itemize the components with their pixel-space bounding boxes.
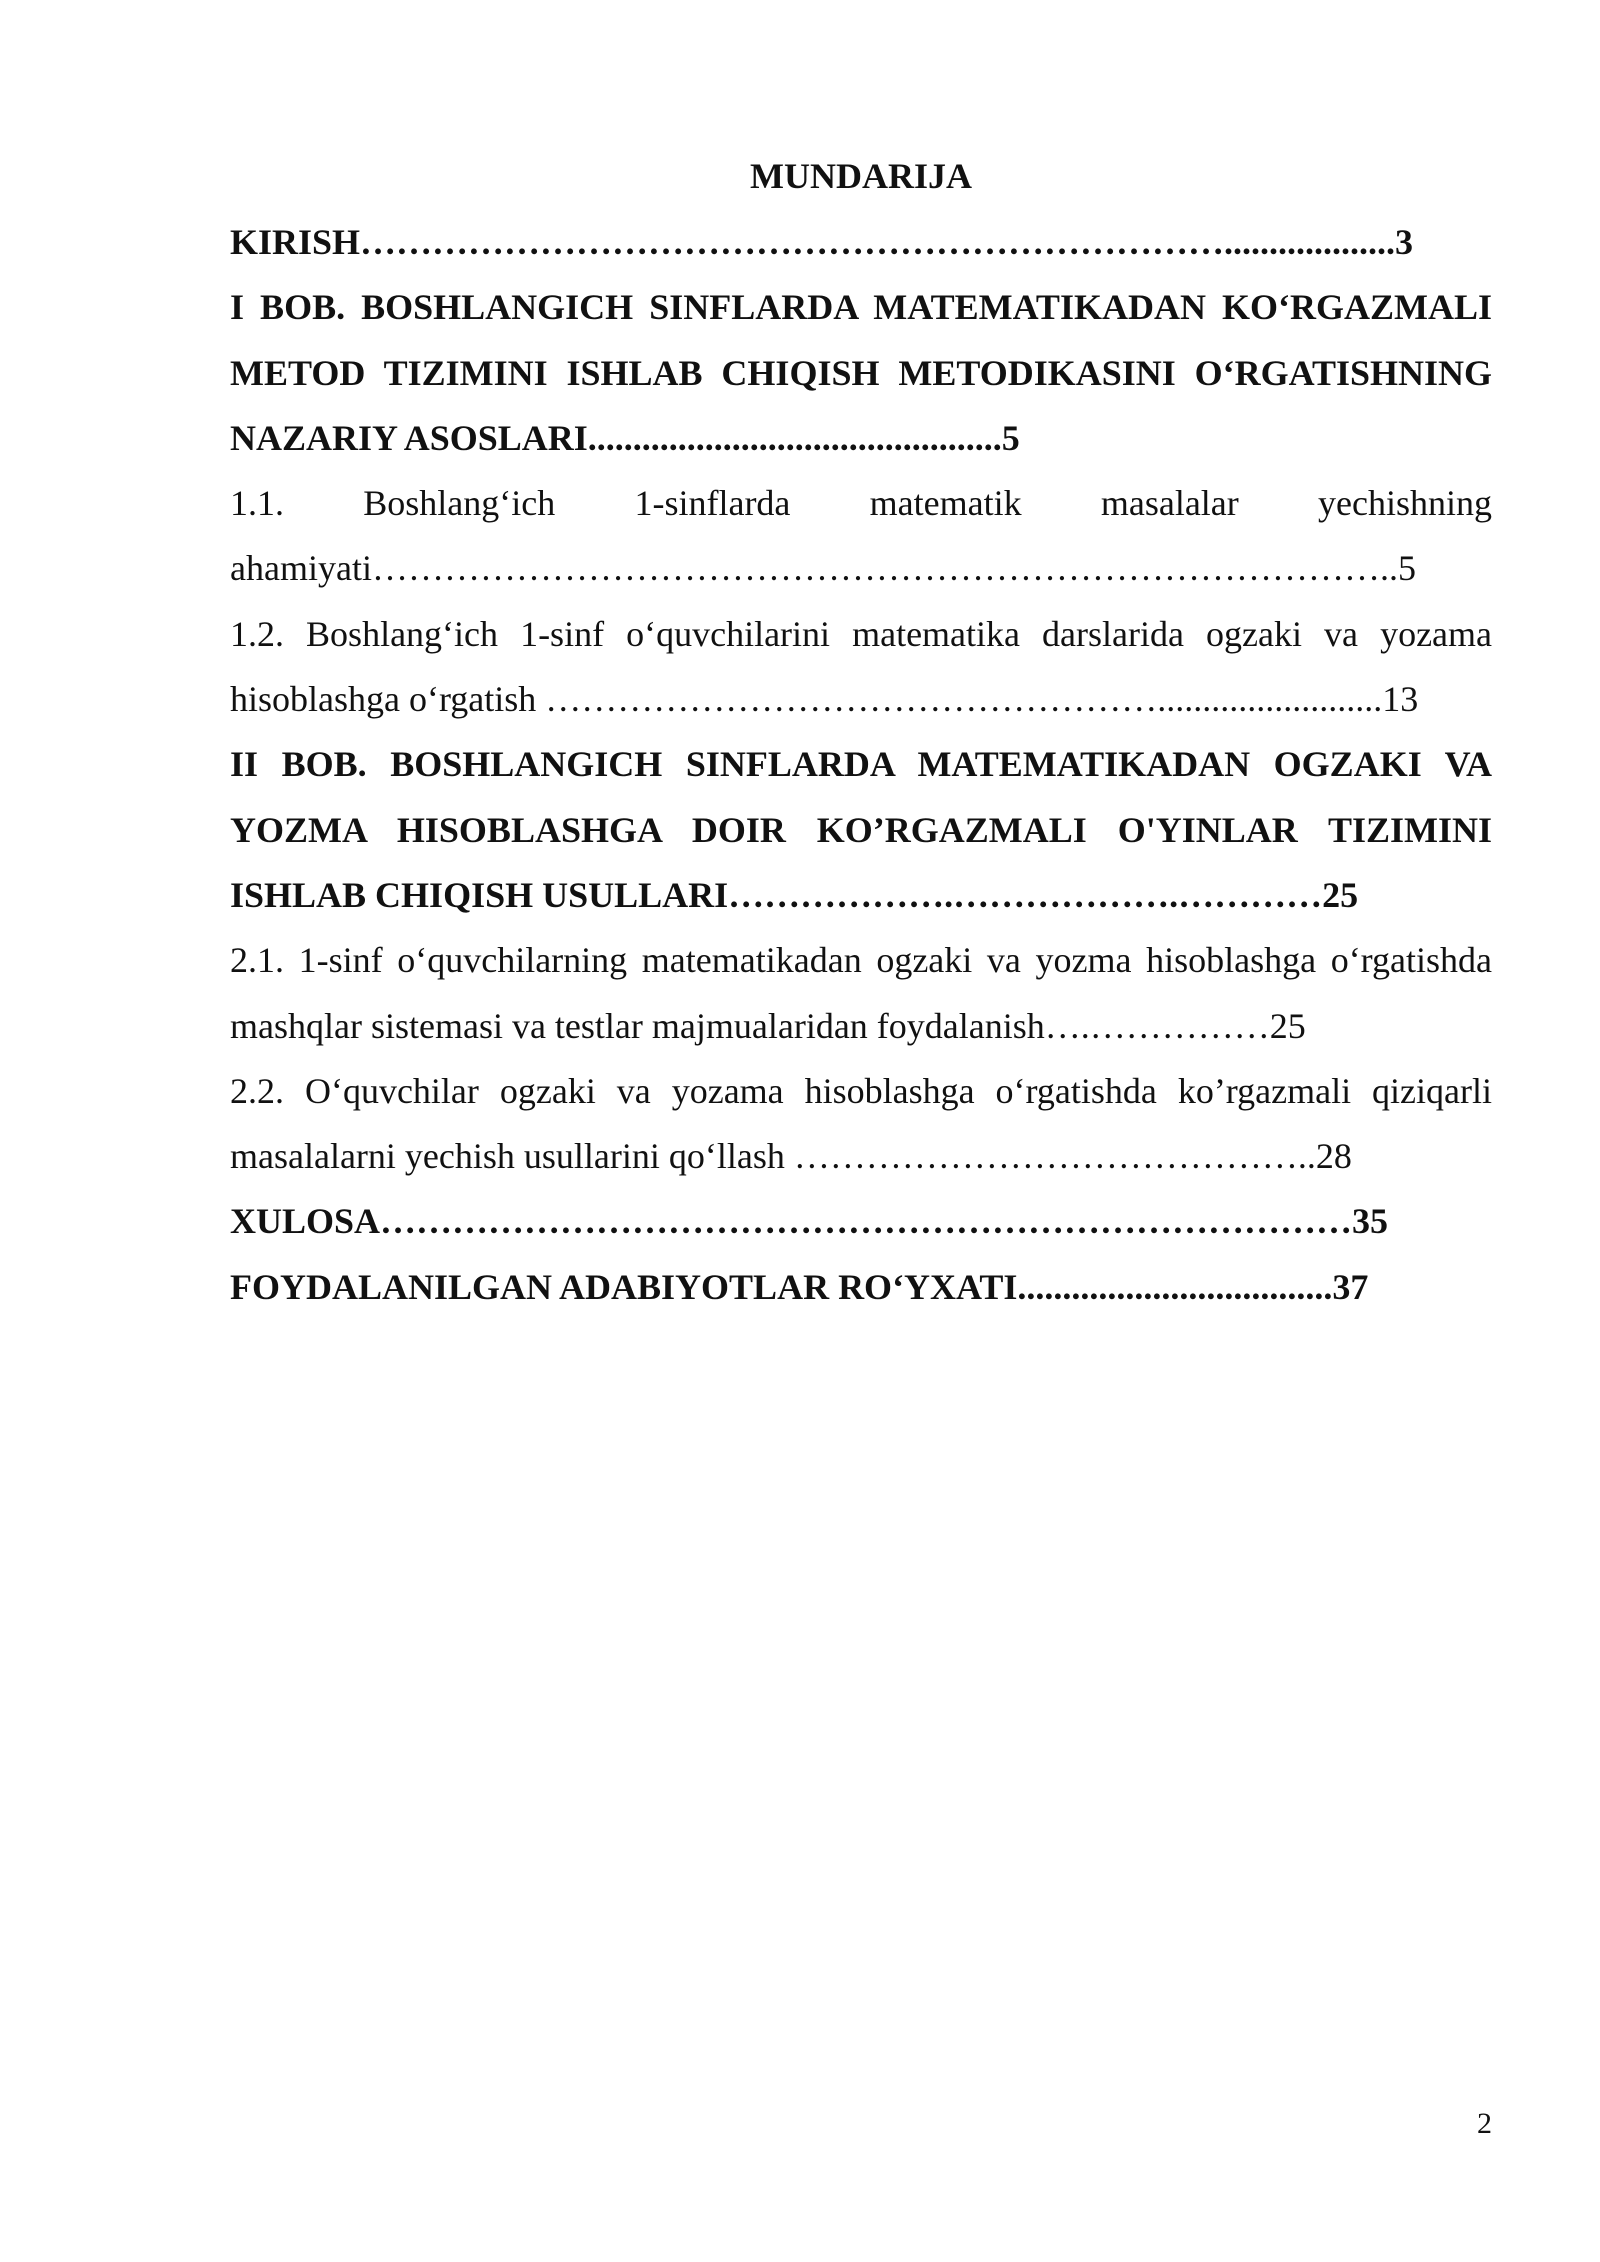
toc-entry-references: FOYDALANILGAN ADABIYOTLAR RO‘YXATI...................................37 (230, 1266, 1369, 1307)
toc-entry-chapter-1: I BOB. BOSHLANGICH SINFLARDA MATEMATIKADAN KO‘RGAZMALI METOD TIZIMINI ISHLAB CHIQISH METODIKASINI O‘RGATISHNING NAZARIY ASOSLARI..............................................5 (230, 287, 1492, 458)
toc-entry-xulosa: XULOSA………………………………………………………………………35 (230, 1201, 1389, 1242)
toc-entry-section-1-1: 1.1. Boshlang‘ich 1-sinflarda matematik masalalar yechishning ahamiyati…………………………………………………………………………..5 (230, 483, 1492, 589)
toc-entry-section-1-2: 1.2. Boshlang‘ich 1-sinf o‘quvchilarini matematika darslarida ogzaki va yozama hisoblashga o‘rgatish …………………………………………….........................13 (230, 613, 1492, 720)
toc-entry-kirish: KIRISH………………………………………………………………...................3 (230, 222, 1414, 262)
toc-entry-section-2-2: 2.2. O‘quvchilar ogzaki va yozama hisoblashga o‘rgatishda ko’rgazmali qiziqarli masalalarni yechish usullarini qo‘llash ……………………………………..28 (230, 1070, 1492, 1177)
page-title: MUNDARIJA (750, 156, 972, 196)
table-of-contents (230, 210, 1492, 1320)
toc-entry-section-2-1: 2.1. 1-sinf o‘quvchilarning matematikadan ogzaki va yozma hisoblashga o‘rgatishda mashqlar sistemasi va testlar majmualaridan foydalanish….……………25 (230, 940, 1492, 1046)
toc-entry-chapter-2: II BOB. BOSHLANGICH SINFLARDA MATEMATIKADAN OGZAKI VA YOZMA HISOBLASHGA DOIR KO’RGAZMALI O'YINLAR TIZIMINI ISHLAB CHIQISH USULLARI……………….……………….…………25 (230, 744, 1492, 915)
page-number: 2 (1477, 2107, 1492, 2140)
